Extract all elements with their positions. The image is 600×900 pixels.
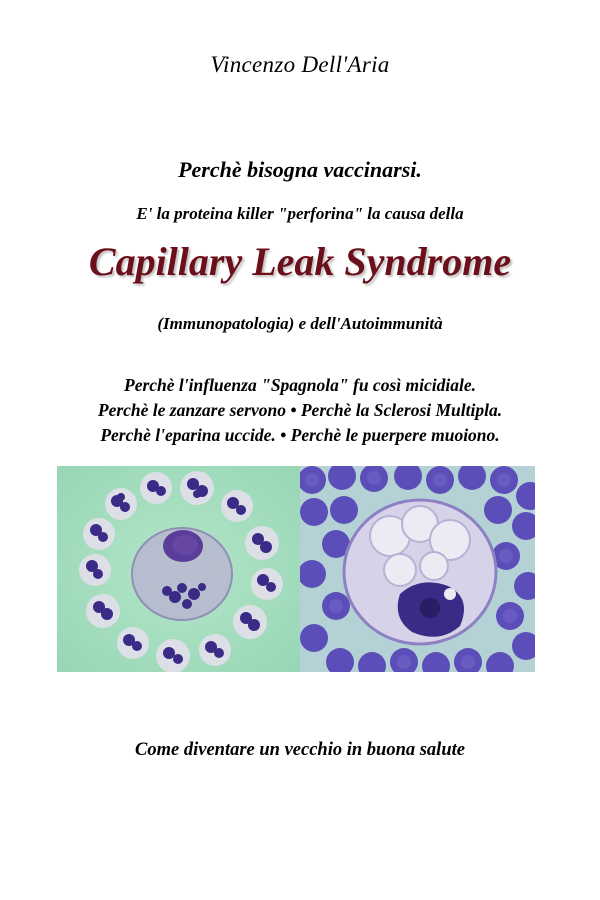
cover-kicker: Perchè bisogna vaccinarsi. xyxy=(178,157,422,182)
micrograph-left xyxy=(57,466,300,672)
book-title: Capillary Leak Syndrome xyxy=(88,239,512,284)
micrograph-right xyxy=(300,466,535,672)
topic-lines xyxy=(20,373,580,448)
cover-lead: E' la proteina killer "perforina" la causa della xyxy=(136,204,464,223)
cover-tagline: Come diventare un vecchio in buona salute xyxy=(135,740,465,760)
topic-line: Perchè l'eparina uccide. • Perchè le puerpere muoiono. xyxy=(100,425,500,445)
microscopy-images xyxy=(57,466,535,672)
topic-line: Perchè l'influenza "Spagnola" fu così micidiale. xyxy=(124,375,476,395)
author-name: Vincenzo Dell'Aria xyxy=(210,52,390,77)
topic-line: Perchè le zanzare servono • Perchè la Sclerosi Multipla. xyxy=(97,400,503,420)
book-subtitle: (Immunopatologia) e dell'Autoimmunità xyxy=(157,314,443,333)
